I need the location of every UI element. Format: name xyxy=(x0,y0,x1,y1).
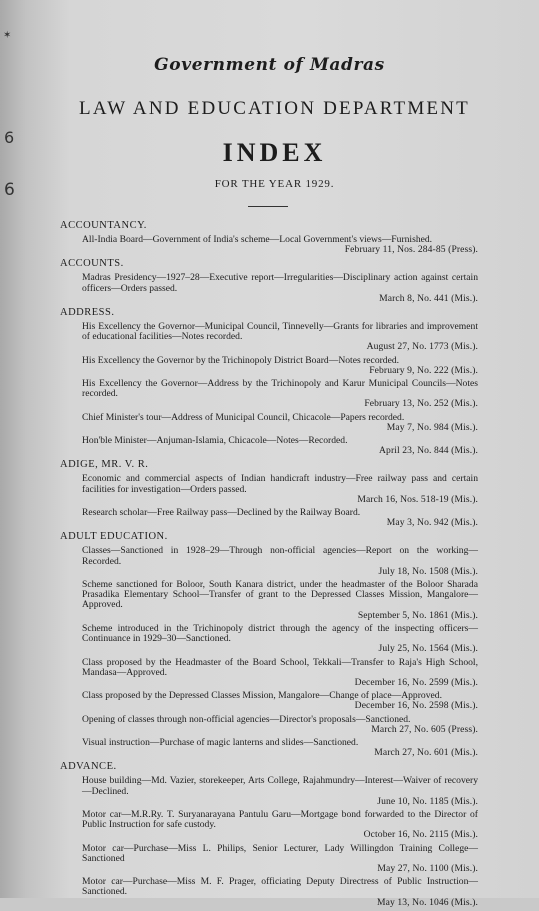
entry-description: Madras Presidency—1927–28—Executive report—Irregularities—Disciplinary action against certain officers—Orders passed. xyxy=(82,272,478,294)
entry-reference: August 27, No. 1773 (Mis.). xyxy=(366,341,478,353)
index-section xyxy=(58,307,478,456)
index-entry xyxy=(58,235,478,255)
margin-marks xyxy=(0,0,30,898)
entry-description: Class proposed by the Headmaster of the Board School, Tekkali—Transfer to Raja's High School, Mandasa—Approved. xyxy=(82,656,478,678)
index-section xyxy=(58,459,478,528)
index-entry xyxy=(58,715,478,735)
index-entry xyxy=(58,580,478,621)
entry-reference: October 16, No. 2115 (Mis.). xyxy=(363,829,478,841)
entry-reference: December 16, No. 2599 (Mis.). xyxy=(354,676,478,688)
title-rule xyxy=(248,206,288,207)
index-entry xyxy=(58,691,478,711)
index-section xyxy=(58,531,478,758)
entry-description: Economic and commercial aspects of Indian handicraft industry—Free railway pass and certain facilities for investigation—Orders passed. xyxy=(82,473,478,495)
entry-description: Opening of classes through non-official agencies—Director's proposals—Sanctioned. xyxy=(82,713,411,725)
section-heading: ADULT EDUCATION. xyxy=(60,531,168,543)
entry-reference: February 13, No. 252 (Mis.). xyxy=(364,398,478,410)
index-entry xyxy=(58,413,478,433)
index-section xyxy=(58,258,478,304)
index-entry xyxy=(58,379,478,410)
section-heading: ACCOUNTS. xyxy=(60,258,124,270)
index-title: INDEX xyxy=(222,138,327,167)
index-entry xyxy=(58,322,478,353)
entry-description: Classes—Sanctioned in 1928–29—Through non-official agencies—Report on the working—Recorded. xyxy=(82,545,478,567)
index-entry xyxy=(58,810,478,841)
entry-description: Class proposed by the Depressed Classes Mission, Mangalore—Change of place—Approved. xyxy=(82,690,442,702)
entry-description: His Excellency the Governor—Municipal Council, Tinnevelly—Grants for libraries and improvement of educational facilities—Notes recorded. xyxy=(82,321,478,343)
entry-reference: March 8, No. 441 (Mis.). xyxy=(379,292,478,304)
entry-reference: March 16, Nos. 518-19 (Mis.). xyxy=(357,493,478,505)
entry-description: Chief Minister's tour—Address of Municipal Council, Chicacole—Papers recorded. xyxy=(82,411,405,423)
index-entry xyxy=(58,273,478,304)
entry-description: His Excellency the Governor by the Trichinopoly District Board—Notes recorded. xyxy=(82,354,400,366)
entry-reference: February 9, No. 222 (Mis.). xyxy=(369,364,478,376)
section-heading: ADIGE, MR. V. R. xyxy=(60,459,149,471)
entry-description: Scheme introduced in the Trichinopoly district through the agency of the inspecting officers—Continuance in 1929–30—Sanctioned. xyxy=(82,622,478,645)
index-entry xyxy=(58,436,478,456)
index-entry xyxy=(58,776,478,807)
entry-reference: May 13, No. 1046 (Mis.). xyxy=(377,896,478,908)
section-heading: ACCOUNTANCY. xyxy=(60,220,147,231)
year-subtitle: FOR THE YEAR 1929. xyxy=(214,178,335,190)
entry-description: Motor car—Purchase—Miss L. Philips, Senior Lecturer, Lady Willingdon Training College—Sanctioned xyxy=(82,842,478,864)
entry-reference: April 23, No. 844 (Mis.). xyxy=(379,445,478,457)
index-entry xyxy=(58,658,478,689)
entry-description: Research scholar—Free Railway pass—Declined by the Railway Board. xyxy=(82,507,361,519)
department-heading: LAW AND EDUCATION DEPARTMENT xyxy=(79,98,470,119)
section-heading: ADVANCE. xyxy=(60,761,117,773)
entry-description: Motor car—M.R.Ry. T. Suryanarayana Pantulu Garu—Mortgage bond forwarded to the Director of Public Instruction for safe custody. xyxy=(82,808,478,831)
index-entry xyxy=(58,474,478,505)
entry-reference: July 25, No. 1564 (Mis.). xyxy=(378,643,478,655)
entry-description: His Excellency the Governor—Address by the Trichinopoly and Karur Municipal Councils—Notes recorded. xyxy=(82,378,478,400)
index-section xyxy=(58,220,478,255)
index-entry xyxy=(58,356,478,376)
government-heading: Government of Madras xyxy=(154,55,385,75)
entry-reference: March 27, No. 605 (Press). xyxy=(371,723,478,735)
index-entry xyxy=(58,877,478,908)
index-entry xyxy=(58,738,478,758)
entry-description: All-India Board—Government of India's scheme—Local Government's views—Furnished. xyxy=(82,234,433,245)
entry-description: Motor car—Purchase—Miss M. F. Prager, officiating Deputy Directress of Public Instruction—Sanctioned. xyxy=(82,876,478,898)
index-entry xyxy=(58,844,478,875)
margin-handwritten-mark: 6 xyxy=(4,180,15,200)
index-entry xyxy=(58,624,478,655)
margin-handwritten-mark: 6 xyxy=(4,128,15,147)
entry-reference: March 27, No. 601 (Mis.). xyxy=(374,747,478,759)
index-entry xyxy=(58,546,478,577)
entry-reference: May 27, No. 1100 (Mis.). xyxy=(377,862,478,874)
entry-reference: June 10, No. 1185 (Mis.). xyxy=(377,795,478,807)
index-entry xyxy=(58,508,478,528)
entry-description: Hon'ble Minister—Anjuman-Islamia, Chicacole—Notes—Recorded. xyxy=(82,435,348,447)
entry-reference: May 3, No. 942 (Mis.). xyxy=(386,517,478,529)
entry-description: Visual instruction—Purchase of magic lanterns and slides—Sanctioned. xyxy=(82,736,359,748)
entry-description: House building—Md. Vazier, storekeeper, Arts College, Rajahmundry—Interest—Waiver of recovery—Declined. xyxy=(82,775,478,797)
entry-reference: December 16, No. 2598 (Mis.). xyxy=(354,700,478,712)
index-section xyxy=(58,761,478,907)
entry-reference: February 11, Nos. 284-85 (Press). xyxy=(344,244,478,256)
entry-description: Scheme sanctioned for Boloor, South Kanara district, under the headmaster of the Boloor Sharada Prasadika Elementary School—Transfer of grant to the Depressed Classes Mission, Mangalore—Approved. xyxy=(82,579,478,611)
entry-reference: September 5, No. 1861 (Mis.). xyxy=(357,609,478,621)
section-heading: ADDRESS. xyxy=(60,307,115,319)
entry-reference: July 18, No. 1508 (Mis.). xyxy=(378,565,478,577)
index-content xyxy=(58,220,478,911)
entry-reference: May 7, No. 984 (Mis.). xyxy=(386,421,478,433)
margin-asterisk: ✶ xyxy=(3,30,12,41)
